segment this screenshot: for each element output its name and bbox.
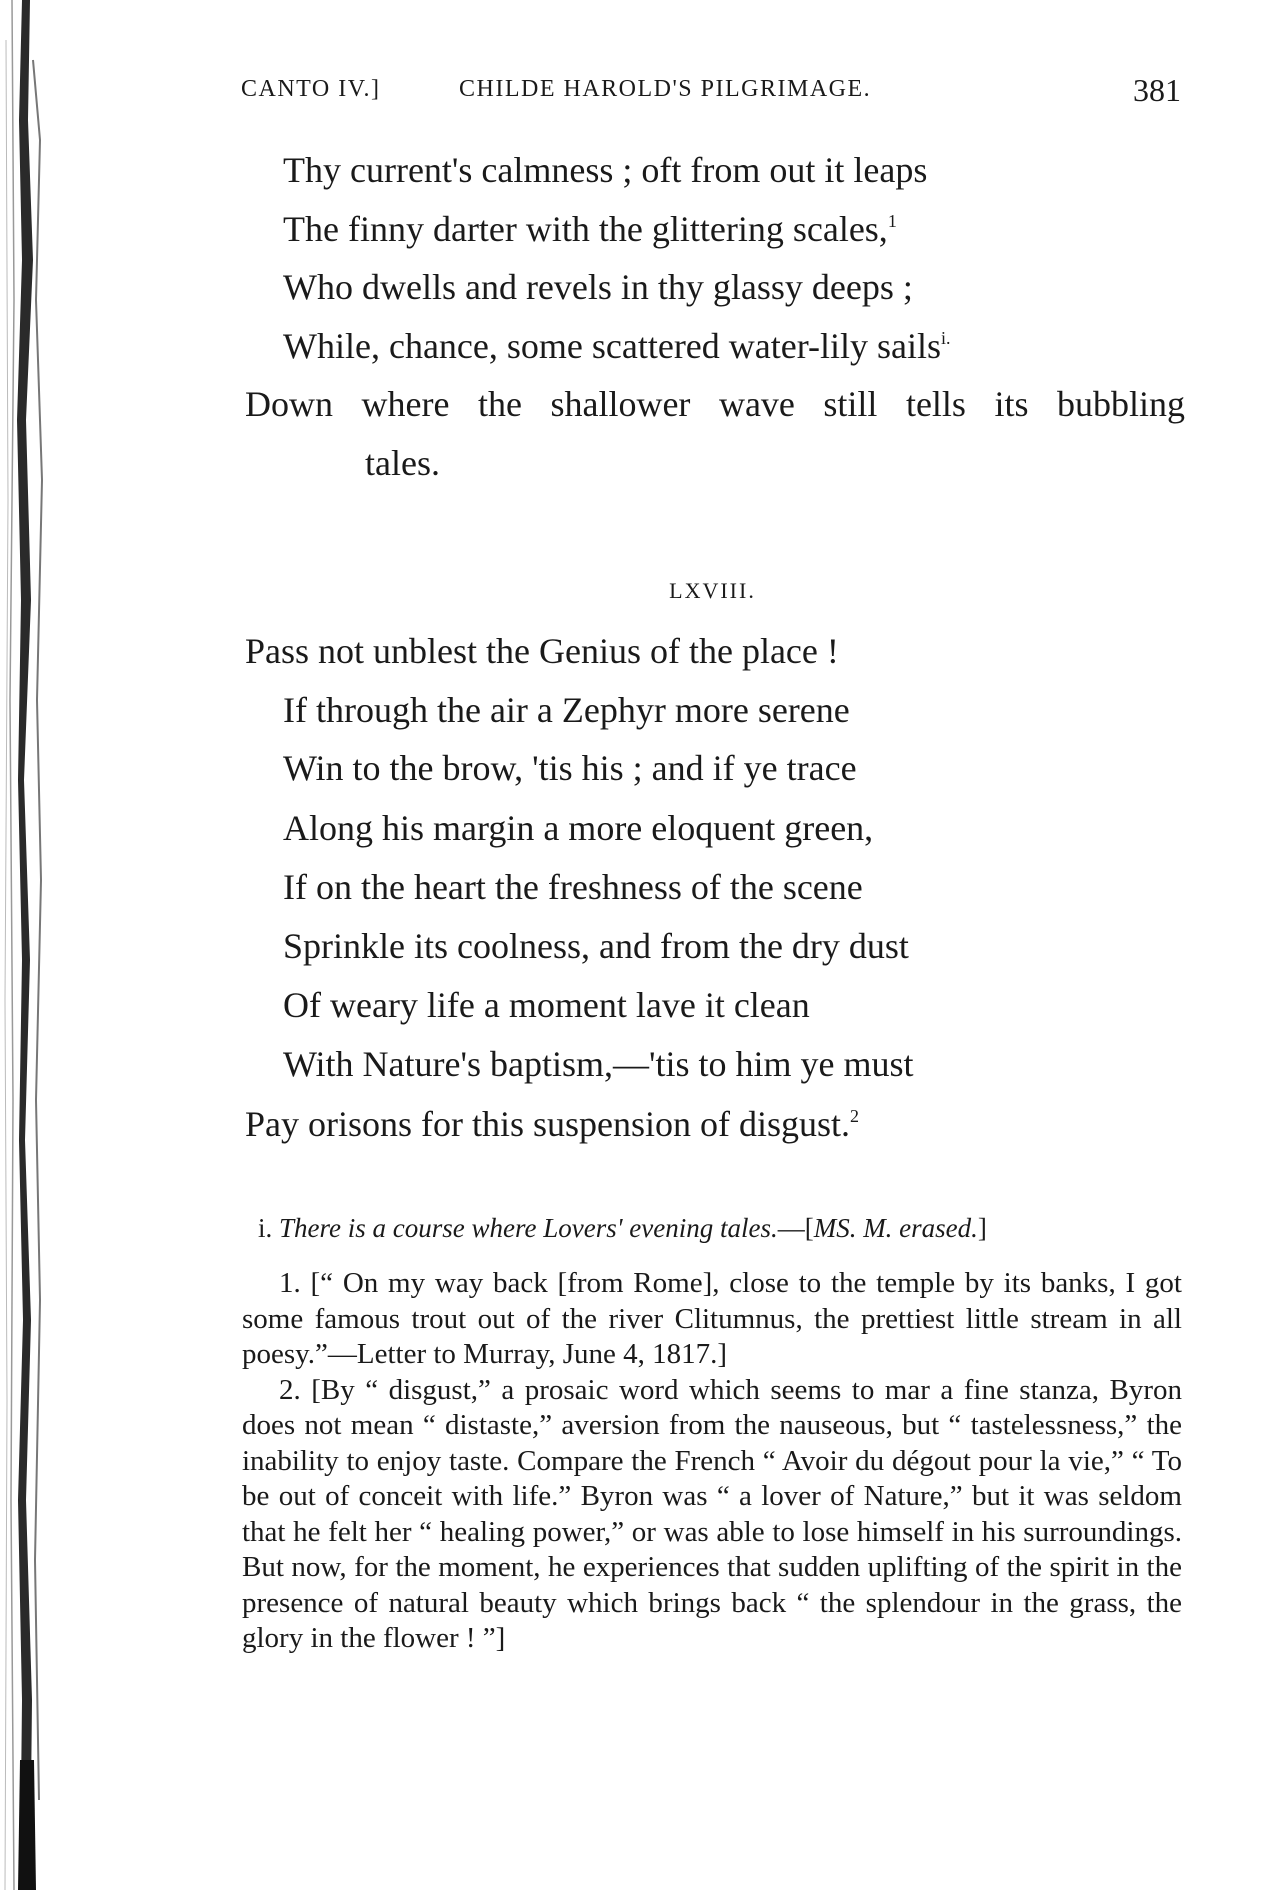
variant-note-mark: i. [258, 1213, 273, 1243]
page-number: 381 [1133, 72, 1181, 108]
variant-note-text: There is a course where Lovers' evening tales. [279, 1213, 778, 1243]
footnote-2: 2. [By “ disgust,” a prosaic word which seems to mar a fine stanza, Byron does not mean “ distaste,” aversion from the nauseous, but “ tastelessness,” the inability to enjoy taste. Compare the French “ Avoir du dégout pour la vie,” “ To be out of conceit with life.” Byron was “ a lover of Nature,” but it was seldom that he felt her “ healing power,” or was able to lose himself in his surroundings. But now, for the moment, he experiences that sudden uplifting of the spirit in the presence of natural beauty which brings back “ the splendour in the grass, the glory in the flower ! ”] [242, 1373, 1182, 1654]
binding-edge-shadow [0, 0, 52, 1890]
variant-note [258, 1213, 1181, 1244]
running-head [241, 72, 1181, 112]
footnote-ref[interactable]: 1 [887, 211, 897, 231]
verse-line: The finny darter with the glittering scales,$^1$ [283, 209, 897, 249]
variant-note-bracket-close: ] [977, 1213, 987, 1243]
verse-line: If through the air a Zephyr more serene [283, 690, 850, 730]
variant-ref[interactable]: i. [941, 328, 951, 348]
verse-line: Sprinkle its coolness, and from the dry dust [283, 926, 909, 966]
verse-line: Along his margin a more eloquent green, [283, 808, 874, 848]
stanza-number: LXVIII. [669, 578, 756, 603]
footnote-1: 1. [“ On my way back [from Rome], close to the temple by its banks, I got some famous trout out of the river Clitumnus, the prettiest little stream in all poesy.”—Letter to Murray, June 4, 1817.] [242, 1267, 1182, 1370]
running-head-canto: CANTO IV.] [241, 76, 381, 102]
footnotes [242, 1266, 1182, 1657]
variant-note-source: MS. M. erased. [813, 1213, 978, 1243]
running-head-title: CHILDE HAROLD'S PILGRIMAGE. [459, 76, 872, 102]
verse-line: Of weary life a moment lave it clean [283, 985, 810, 1025]
verse-line: Win to the brow, 'tis his ; and if ye trace [283, 748, 857, 788]
verse-line: Who dwells and revels in thy glassy deeps ; [283, 267, 913, 307]
verse-line: While, chance, some scattered water-lily sails$^{i.}$ [283, 326, 951, 366]
variant-note-bracket-open: —[ [777, 1213, 814, 1243]
verse-line: Pass not unblest the Genius of the place ! [245, 631, 839, 671]
verse-line: Thy current's calmness ; oft from out it leaps [283, 150, 928, 190]
verse-line: With Nature's baptism,—'tis to him ye must [283, 1044, 914, 1084]
verse-line: Down where the shallower wave still tells its bubbling [245, 384, 1185, 424]
verse-line: If on the heart the freshness of the scene [283, 867, 863, 907]
verse-line: tales. [365, 443, 440, 483]
footnote-ref[interactable]: 2 [850, 1106, 860, 1126]
verse-line: Pay orisons for this suspension of disgust.$^2$ [245, 1104, 860, 1144]
